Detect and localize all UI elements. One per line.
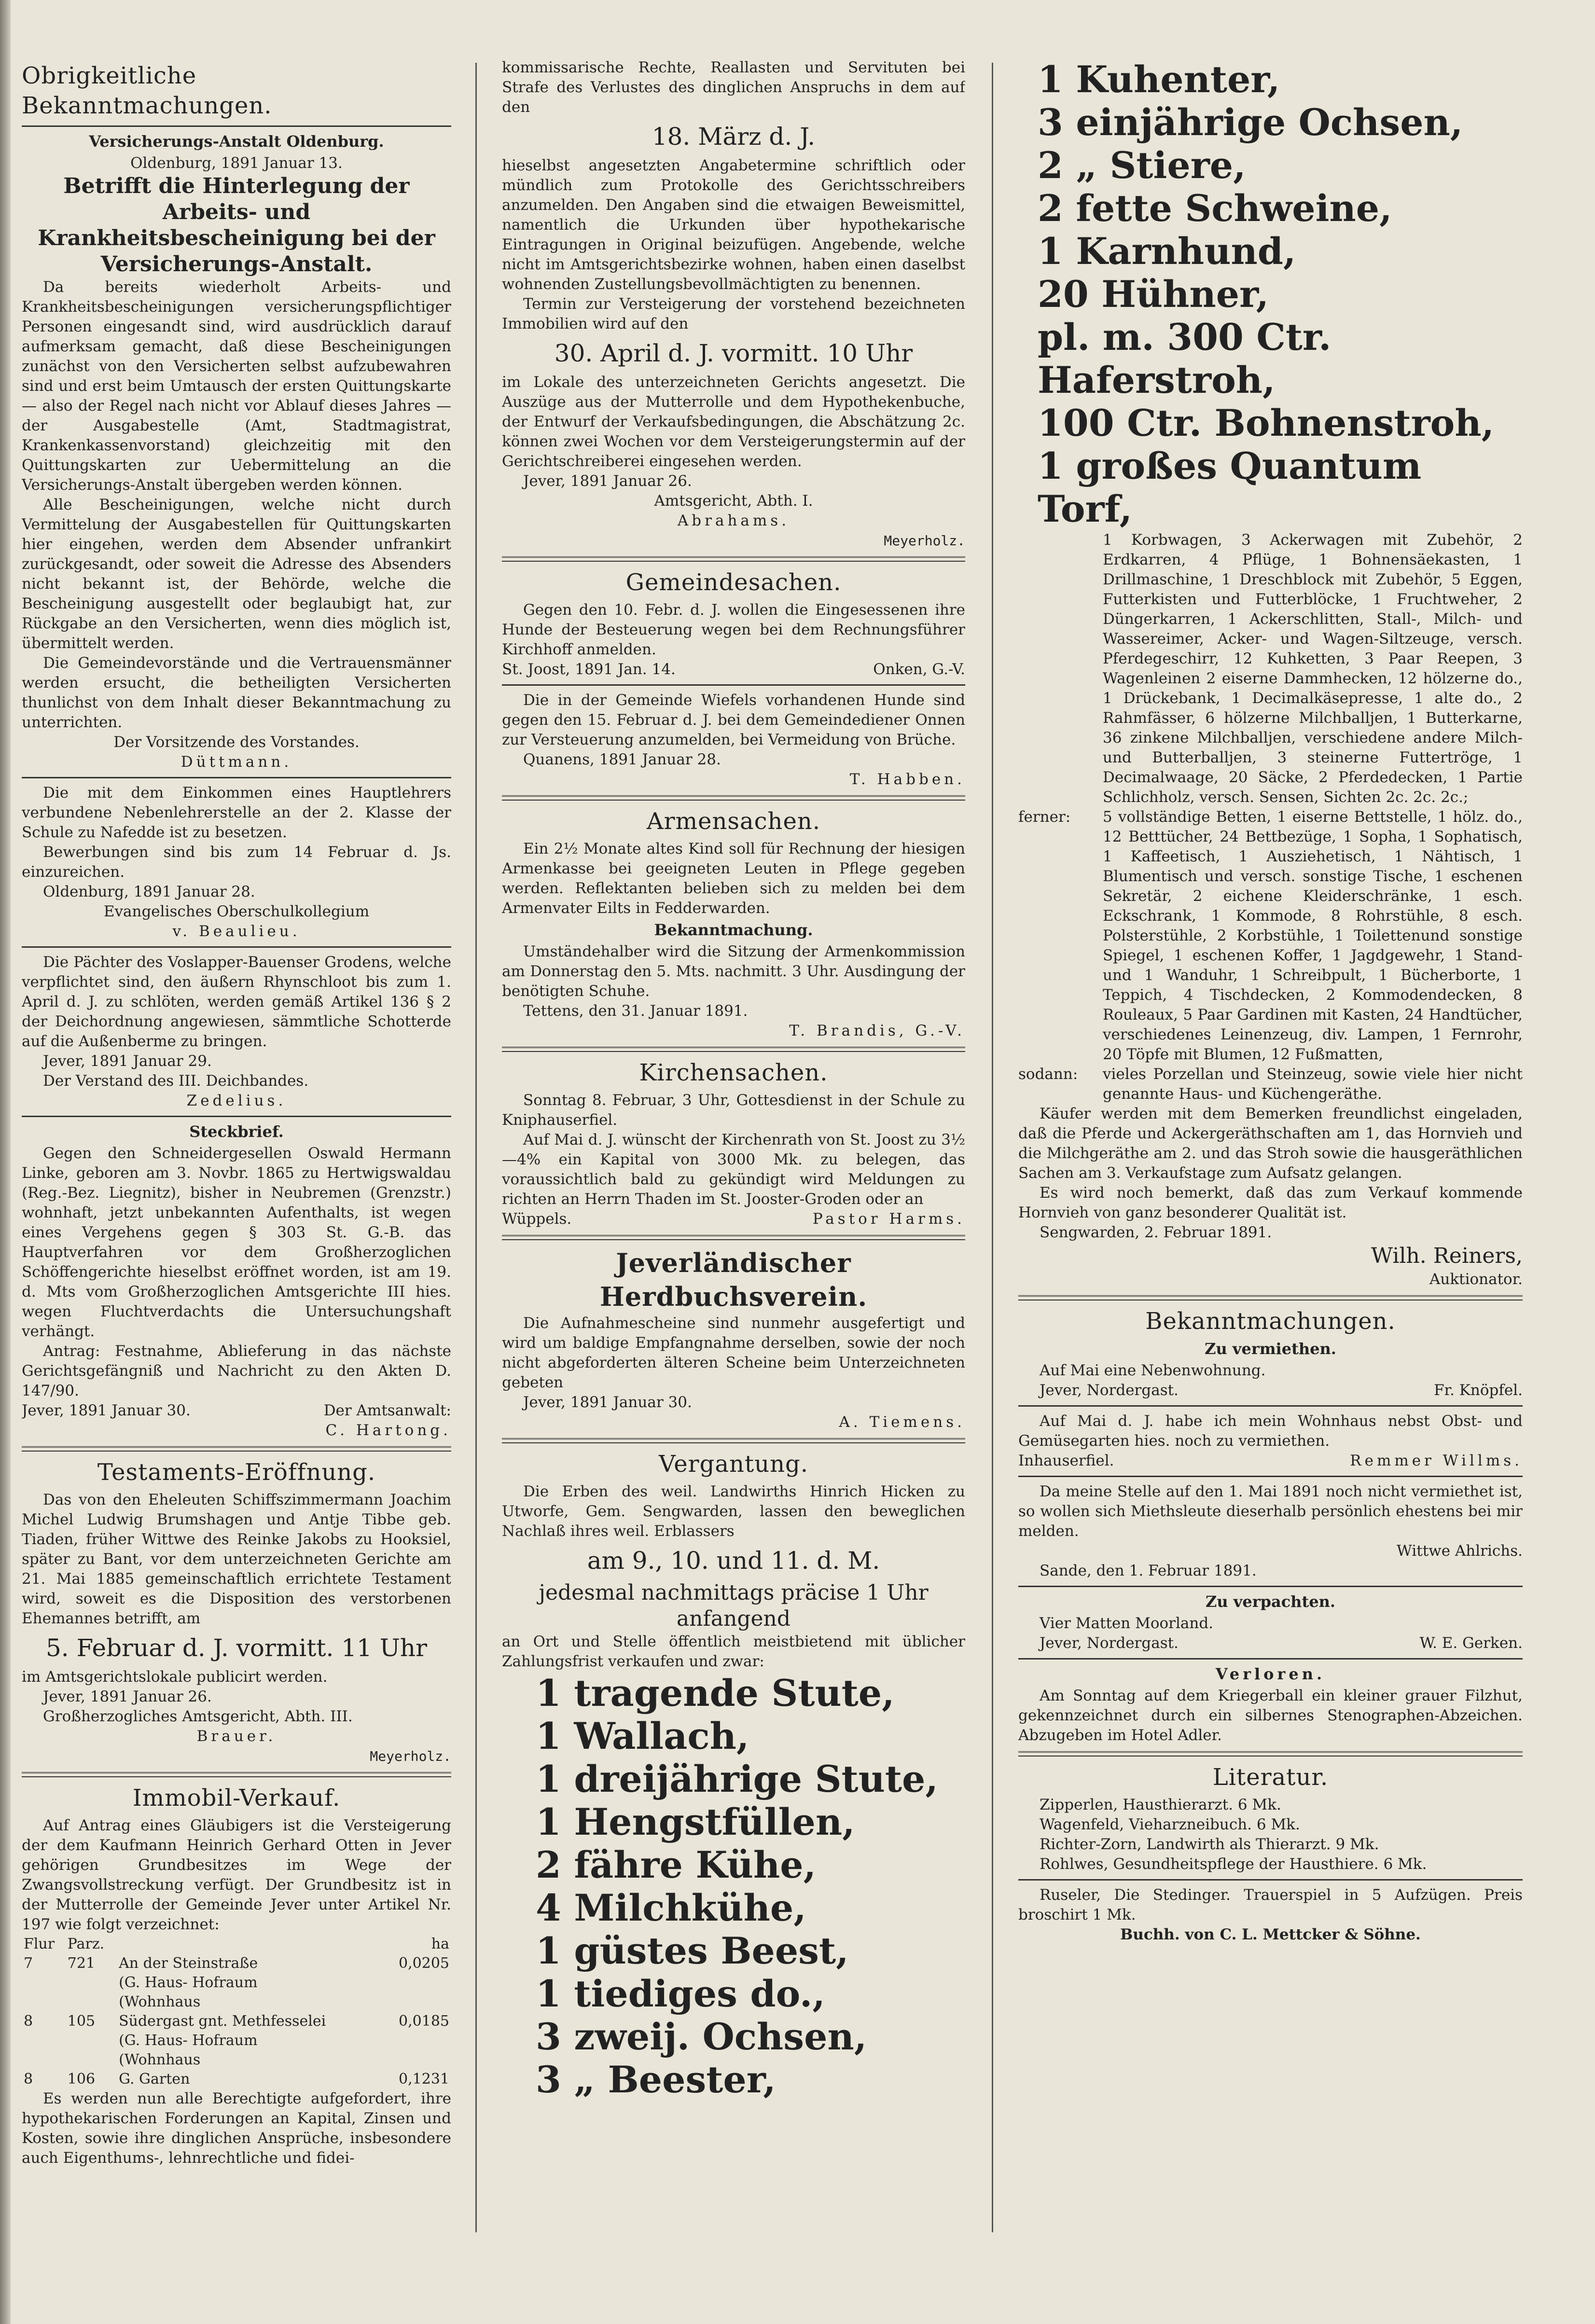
- signature: Zedelius.: [186, 1092, 287, 1109]
- signature: Pastor Harms.: [812, 1210, 965, 1228]
- label: sodann:: [1018, 1065, 1078, 1083]
- divider: [1018, 1586, 1523, 1587]
- table-cell: [117, 2070, 383, 2089]
- paragraph: 5 vollständige Betten, 1 eiserne Bettstelle, 1 hölz. do., 12 Betttücher, 24 Bettbezüge, 1 Sopha, 1 Sophatisch, 1 Kaffeetisch, 1 Ausziehetisch, 1 Nähtisch, 1 Blumentisch und versch. sonstige Tische, 1 eschenen Sekretär, 2 eichene Kleiderschränke, 1 esch. Eckschrank, 1 Kommode, 8 Rohrstühle, 8 esch. Polsterstühle, 2 Korbstühle, 1 Toilettenund sonstige Spiegel, 1 eschenen Koffer, 1 Jagdgewehr, 1 Stand- und 1 Wanduhr, 1 Schreibpult, 1 Bücherborte, 1 Teppich, 4 Tischdecken, 2 Kommodendecken, 8 Rouleaux, 5 Paar Gardinen mit Kasten, 24 Handtücher, verschiedenes Leinenzeug, div. Lampen, 1 Fernrohr, 20 Töpfe mit Blumen, 12 Fußmatten,: [1103, 808, 1523, 1063]
- list-item: 1 Wallach,: [536, 1715, 749, 1757]
- parcel-location: An der Steinstraße: [119, 1955, 258, 1972]
- organization: Evangelisches Oberschulkollegium: [103, 903, 370, 920]
- paragraph: Die in der Gemeinde Wiefels vorhandenen Hunde sind gegen den 15. Februar d. J. bei dem Gemeindediener Onnen zur Versteuerung anzumelden, bei Vermeidung von Brüche.: [502, 692, 965, 748]
- divider: [502, 684, 965, 686]
- signature-row: [502, 660, 965, 679]
- paragraph: Antrag: Festnahme, Ablieferung in das nächste Gerichtsgefängniß und Nachricht zu den Akten D. 147/90.: [22, 1342, 451, 1399]
- paragraph: Auf Antrag eines Gläubigers ist die Versteigerung der dem Kaufmann Heinrich Gerhard Otten in Jever gehörigen Grundbesitzes im Wege der Zwangsvollstreckung verfügt. Der Grundbesitz ist in der Mutterrolle der Gemeinde Jever unter Artikel Nr. 197 wie folgt verzeichnet:: [22, 1817, 451, 1933]
- list-item: 2 fette Schweine,: [1038, 187, 1392, 230]
- notice-title: Versicherungs-Anstalt Oldenburg.: [89, 132, 384, 151]
- list-item: 20 Hühner,: [1038, 273, 1269, 316]
- section-heading: Kirchensachen.: [639, 1059, 828, 1086]
- list-item: 4 Milchkühe,: [536, 1886, 806, 1929]
- signature: Onken, G.-V.: [873, 661, 965, 678]
- organization: Der Amtsanwalt:: [323, 1402, 451, 1419]
- section-heading: Gemeindesachen.: [625, 569, 842, 596]
- signature: T. Brandis, G.-V.: [789, 1022, 965, 1039]
- column-3: [1018, 58, 1523, 2237]
- paragraph: Die Erben des weil. Landwirths Hinrich Hicken zu Utworfe, Gem. Sengwarden, lassen den beweglichen Nachlaß ihres weil. Erblassers: [502, 1483, 965, 1540]
- divider: [22, 1116, 451, 1117]
- table-cell: 721: [67, 1955, 96, 1972]
- signature-row: [1018, 1451, 1523, 1471]
- list-item: 1 tiediges do.,: [536, 1972, 825, 2015]
- signatory-title: Der Vorsitzende des Vorstandes.: [113, 733, 360, 751]
- book-item: Ruseler, Die Stedinger. Trauerspiel in 5 Aufzügen. Preis broschirt 1 Mk.: [1018, 1886, 1523, 1923]
- signature-row: [502, 1393, 965, 1412]
- event-date: 18. März d. J.: [652, 123, 816, 151]
- signature: Brauer.: [196, 1728, 277, 1745]
- list-item: 1 dreijährige Stute,: [536, 1757, 938, 1800]
- table-row: [22, 2012, 451, 2070]
- signature: A. Tiemens.: [839, 1413, 965, 1431]
- section-heading: Literatur.: [1212, 1764, 1329, 1791]
- signature: Abrahams.: [677, 512, 790, 529]
- paragraph: im Lokale des unterzeichneten Gerichts angesetzt. Die Auszüge aus der Mutterrolle und dem Hypothekenbuche, der Entwurf der Verkaufsbedingungen, die Abschätzung 2c. können zwei Wochen vor dem Versteigerungstermin auf der Gerichtschreiberei eingesehen werden.: [502, 374, 965, 470]
- dateline: Oldenburg, 1891 Januar 28.: [43, 883, 255, 900]
- hanging-paragraph: [1018, 807, 1523, 1065]
- organization: Amtsgericht, Abth. I.: [654, 492, 813, 510]
- dateline: Oldenburg, 1891 Januar 13.: [130, 154, 343, 172]
- book-item: Zipperlen, Hausthierarzt. 6 Mk.: [1040, 1796, 1281, 1813]
- place: Inhauserfiel.: [1018, 1452, 1114, 1469]
- event-date: 5. Februar d. J. vormitt. 11 Uhr: [46, 1634, 427, 1662]
- parcel-use: (G. Haus- Hofraum: [119, 1974, 258, 1991]
- divider: [1018, 1405, 1523, 1407]
- table-cell: 0,1231: [399, 2071, 449, 2088]
- paragraph: Bewerbungen sind bis zum 14 Februar d. Js. einzureichen.: [22, 844, 451, 881]
- paragraph: hieselbst angesetzten Angabetermine schriftlich oder mündlich zum Protokolle des Gerichtsschreibers anzumelden. Den Angaben sind die etwaigen Beweismittel, namentlich die Urkunden über hypothekarische Eintragungen in Original beizufügen. Angebende, welche nicht im Amtsgerichtsbezirke wohnen, haben einen daselbst wohnenden Zustellungsbevollmächtigten zu benennen.: [502, 157, 965, 293]
- column-1: [22, 58, 451, 2237]
- notice-title: Zu verpachten.: [1206, 1592, 1335, 1611]
- paragraph: Da meine Stelle auf den 1. Mai 1891 noch nicht vermiethet ist, so wollen sich Miethsleute dieserhalb persönlich ehestens bei mir melden.: [1018, 1483, 1523, 1540]
- table-cell: [117, 2012, 383, 2070]
- list-item: 1 großes Quantum Torf,: [1038, 444, 1422, 530]
- table-cell: 105: [67, 2013, 96, 2030]
- table-header: ha: [431, 1936, 449, 1952]
- book-item: Wagenfeld, Vieharzneibuch. 6 Mk.: [1040, 1816, 1300, 1833]
- divider: [502, 795, 965, 801]
- paragraph: Gegen den 10. Febr. d. J. wollen die Eingesessenen ihre Hunde der Besteuerung wegen bei dem Rechnungsführer Kirchhoff anmelden.: [502, 601, 965, 658]
- paragraph: Gegen den Schneidergesellen Oswald Hermann Linke, geboren am 3. Novbr. 1865 zu Hertwigswaldau (Reg.-Bez. Liegnitz), bisher in Neubremen (Grenzstr.) wohnhaft, jetzt unbekannten Aufenthalts, ist wegen eines Vergehens gegen § 303 St. G.-B. das Hauptverfahren vor dem Großherzoglichen Schöffengerichte hieselbst eröffnet worden, ist am 19. d. Mts vom Großherzoglichen Amtsgerichte III hies. wegen Fluchtverdachts die Untersuchungshaft verhängt.: [22, 1145, 451, 1340]
- paragraph: Auf Mai d. J. wünscht der Kirchenrath von St. Joost zu 3½—4% ein Kapital von 3000 Mk. zu belegen, das voraussichtlich bald zu gekündigt wird Meldungen zu richten an Herrn Thaden im St. Jooster-Groden oder an: [502, 1131, 965, 1208]
- list-item: 1 tragende Stute,: [536, 1672, 895, 1715]
- parcel-use: (Wohnhaus: [119, 2051, 201, 2068]
- event-time: jedesmal nachmittags präcise 1 Uhr anfangend: [539, 1580, 929, 1631]
- signature: C. Hartong.: [325, 1422, 451, 1439]
- parcel-use: G. Garten: [119, 2071, 190, 2088]
- paragraph: Ein 2½ Monate altes Kind soll für Rechnung der hiesigen Armenkasse bei geeigneten Leuten in Pflege gegeben werden. Reflektanten belieben sich zu melden bei dem Armenvater Eilts in Fedderwarden.: [502, 840, 965, 917]
- list-item: 1 Karnhund,: [1038, 230, 1296, 273]
- table-cell: 8: [24, 2071, 33, 2088]
- section-heading: Obrigkeitliche Bekanntmachungen.: [22, 62, 272, 119]
- dateline: Quanens, 1891 Januar 28.: [523, 751, 721, 768]
- table-header: Parz.: [67, 1936, 105, 1952]
- divider: [1018, 1879, 1523, 1881]
- paragraph: Sonntag 8. Februar, 3 Uhr, Gottesdienst in der Schule zu Kniphauserfiel.: [502, 1092, 965, 1129]
- dateline: Jever, 1891 Januar 26.: [43, 1688, 212, 1705]
- dateline: St. Joost, 1891 Jan. 14.: [502, 661, 676, 678]
- dateline: Jever, 1891 Januar 29.: [43, 1052, 212, 1070]
- divider: [1018, 1751, 1523, 1757]
- section-heading: Testaments-Eröffnung.: [97, 1459, 376, 1486]
- divider: [502, 1047, 965, 1052]
- divider: [502, 1235, 965, 1240]
- table-cell: 0,0205: [399, 1955, 449, 1972]
- signatory-title: Auktionator.: [1429, 1271, 1523, 1288]
- paragraph: Die Gemeindevorstände und die Vertrauensmänner werden ersucht, die betheiligten Versicherten thunlichst von dem Inhalt dieser Bekanntmachung zu unterrichten.: [22, 654, 451, 731]
- paragraph: Vier Matten Moorland.: [1040, 1615, 1214, 1632]
- column-rule: [992, 63, 993, 2232]
- signature-row: [1018, 1633, 1523, 1653]
- parcel-use: (Wohnhaus: [119, 1993, 201, 2010]
- table-row: [22, 1954, 451, 2012]
- divider: [22, 125, 451, 127]
- table-row: [22, 2070, 451, 2089]
- list-item: 1 Kuhenter,: [1038, 58, 1280, 101]
- signature: T. Habben.: [849, 771, 965, 788]
- table-cell: 0,0185: [399, 2013, 449, 2030]
- signature: Wilh. Reiners,: [1371, 1244, 1523, 1268]
- paragraph: Das von den Eheleuten Schiffszimmermann Joachim Michel Ludwig Brumshagen und Antje Tibbe geb. Tiaden, früher Wittwe des Reinke Jakobs zu Hooksiel, später zu Bant, vor dem unterzeichneten Gerichte am 21. Mai 1885 gemeinschaftlich errichtete Testament wird, soweit es die Disposition des verstorbenen Ehemannes betrifft, am: [22, 1491, 451, 1627]
- publisher: Buchh. von C. L. Mettcker & Söhne.: [1120, 1926, 1421, 1943]
- event-date: am 9., 10. und 11. d. M.: [587, 1547, 880, 1575]
- parcel-table: [22, 1935, 451, 2089]
- section-heading: Immobil-Verkauf.: [132, 1784, 341, 1812]
- paragraph: Da bereits wiederholt Arbeits- und Krankheitsbescheinigungen versicherungspflichtiger Personen eingesandt sind, wird ausdrücklich darauf aufmerksam gemacht, daß diese Bescheinigungen zunächst von den Versicherten selbst aufzubewahren sind und erst beim Umtausch der ersten Quittungskarte — also der Regel nach nicht vor Ablauf dieses Jahres — der Ausgabestelle (Amt, Stadtmagistrat, Krankenkassenvorstand) gleichzeitig mit den Quittungskarten zur Uebermittelung an die Versicherungs-Anstalt übergeben werden können.: [22, 278, 451, 494]
- paragraph: an Ort und Stelle öffentlich meistbietend mit üblicher Zahlungsfrist verkaufen und zwar:: [502, 1633, 965, 1670]
- paragraph: 1 Korbwagen, 3 Ackerwagen mit Zubehör, 2 Erdkarren, 4 Pflüge, 1 Bohnensäekasten, 1 Drillmaschine, 1 Dreschblock mit Zubehör, 5 Eggen, Futterkisten und Futterblöcke, 1 Fruchtweher, 2 Düngerkarren, 1 Ackerschlitten, Stall-, Milch- und Wassereimer, Acker- und Wagen-Siltzeuge, versch. Pferdegeschirr, 12 Kuhketten, 3 Paar Reepen, 3 Wagenleinen 2 eiserne Dammhecken, 12 hölzerne do., 1 Drückebank, 1 Decimalkäsepresse, 1 alte do., 2 Rahmfässer, 6 hölzerne Milchballjen, 1 Butterkarne, 36 zinkene Milchballjen, verschiedene andere Milch- und Butterballjen, 3 steinerne Futtertröge, 1 Decimalwaage, 20 Säcke, 2 Pferdedecken, 1 Partie Schlichholz, versch. Sensen, Sichten 2c. 2c. 2c.;: [1103, 531, 1523, 806]
- divider: [502, 1438, 965, 1443]
- notice-title: Zu vermiethen.: [1205, 1340, 1336, 1358]
- hanging-paragraph: [1018, 1065, 1523, 1104]
- divider: [22, 1772, 451, 1777]
- organization: Der Verstand des III. Deichbandes.: [43, 1072, 309, 1090]
- table-header-row: [22, 1935, 451, 1954]
- list-item: pl. m. 300 Ctr. Haferstroh,: [1038, 316, 1331, 401]
- list-item: 2 „ Stiere,: [1038, 144, 1246, 187]
- divider: [1018, 1658, 1523, 1660]
- label: ferner:: [1018, 808, 1071, 826]
- signature: Meyerholz.: [370, 1748, 451, 1764]
- divider: [1018, 1476, 1523, 1477]
- list-item: 1 Hengstfüllen,: [536, 1800, 855, 1843]
- signature-row: [22, 1401, 451, 1421]
- dateline: Tettens, den 31. Januar 1891.: [523, 1002, 748, 1020]
- column-2: [502, 58, 965, 2237]
- paragraph: Käufer werden mit dem Bemerken freundlichst eingeladen, daß die Pferde und Ackergeräthschaften am 1, das Hornvieh und die Milchgeräthe am 2. und das Stroh sowie die hausgeräthlichen Sachen am 3. Verkaufstage zum Aufsatz gelangen.: [1018, 1105, 1523, 1182]
- dateline: Jever, 1891 Januar 30.: [22, 1402, 191, 1419]
- signature: Remmer Willms.: [1350, 1452, 1523, 1469]
- parcel-use: (G. Haus- Hofraum: [119, 2032, 258, 2049]
- paragraph: Am Sonntag auf dem Kriegerball ein kleiner grauer Filzhut, gekennzeichnet durch ein silbernes Stenographen-Abzeichen. Abzugeben im Hotel Adler.: [1018, 1687, 1523, 1744]
- section-heading: Armensachen.: [646, 808, 821, 835]
- paragraph: Alle Bescheinigungen, welche nicht durch Vermittelung der Ausgabestellen für Quittungskarten hier eingehen, werden dem Absender unfrankirt zurückgesandt, oder soweit die Adresse des Absenders nicht bekannt ist, der Behörde, welche die Bescheinigung ausgestellt oder beglaubigt hat, zur Rückgabe an den Versicherten, wenn dies möglich ist, übermittelt werden.: [22, 496, 451, 652]
- divider: [22, 777, 451, 778]
- table-header: Flur: [24, 1936, 55, 1952]
- place: Jever, Nordergast.: [1040, 1382, 1179, 1399]
- list-item: 3 „ Beester,: [536, 2058, 776, 2101]
- dateline: Jever, 1891 Januar 30.: [523, 1394, 692, 1411]
- notice-title: Verloren.: [1215, 1665, 1326, 1683]
- dateline: Sande, den 1. Februar 1891.: [1040, 1562, 1257, 1579]
- signature-row: [1018, 1381, 1523, 1400]
- dateline: Sengwarden, 2. Februar 1891.: [1040, 1224, 1272, 1241]
- paragraph: Termin zur Versteigerung der vorstehend bezeichneten Immobilien wird auf den: [502, 295, 965, 332]
- parcel-location: Südergast gnt. Methfesselei: [119, 2013, 326, 2030]
- book-item: Rohlwes, Gesundheitspflege der Hausthiere. 6 Mk.: [1040, 1855, 1427, 1873]
- signature: Fr. Knöpfel.: [1434, 1382, 1523, 1399]
- paragraph: Die mit dem Einkommen eines Hauptlehrers verbundene Nebenlehrerstelle an der 2. Klasse der Schule zu Nafedde ist zu besetzen.: [22, 784, 451, 841]
- signature: v. Beaulieu.: [172, 923, 301, 940]
- signature: W. E. Gerken.: [1419, 1634, 1523, 1652]
- table-cell: 8: [24, 2013, 33, 2030]
- section-heading: Jeverländischer Herdbuchsverein.: [599, 1247, 868, 1312]
- paragraph: Es werden nun alle Berechtigte aufgefordert, ihre hypothekarischen Forderungen an Kapital, Zinsen und Kosten, sowie ihre dinglichen Ansprüche, insbesondere auch Eigenthums-, lehnrechtliche und fidei-: [22, 2090, 451, 2167]
- list-item: 100 Ctr. Bohnenstroh,: [1038, 401, 1495, 444]
- event-date: 30. April d. J. vormitt. 10 Uhr: [554, 339, 913, 367]
- list-item: 3 zweij. Ochsen,: [536, 2015, 867, 2058]
- livestock-list: [1018, 58, 1523, 530]
- column-rule: [475, 63, 477, 2232]
- divider: [1018, 1295, 1523, 1300]
- paragraph: im Amtsgerichtslokale publicirt werden.: [22, 1668, 328, 1686]
- livestock-list: [502, 1672, 965, 2101]
- signature-row: [502, 1209, 965, 1229]
- divider: [502, 556, 965, 562]
- divider: [22, 1446, 451, 1452]
- table-cell: 7: [24, 1955, 33, 1972]
- signature: Meyerholz.: [884, 533, 965, 549]
- list-item: 3 einjährige Ochsen,: [1038, 101, 1463, 144]
- place: Jever, Nordergast.: [1040, 1634, 1179, 1652]
- divider: [22, 946, 451, 948]
- paragraph: Auf Mai eine Nebenwohnung.: [1040, 1362, 1266, 1379]
- paragraph: Es wird noch bemerkt, daß das zum Verkauf kommende Hornvieh von ganz besonderer Qualität ist.: [1018, 1184, 1523, 1221]
- section-heading: Vergantung.: [659, 1451, 808, 1478]
- notice-headline: Betrifft die Hinterlegung der Arbeits- und Krankheitsbescheinigung bei der Versicherungs-Anstalt.: [38, 174, 435, 277]
- list-item: 2 fähre Kühe,: [536, 1843, 817, 1886]
- paragraph: Umständehalber wird die Sitzung der Armenkommission am Donnerstag den 5. Mts. nachmitt. 3 Uhr. Ausdingung der benötigten Schuhe.: [502, 943, 965, 1000]
- notice-title: Steckbrief.: [189, 1122, 284, 1141]
- signature: Wittwe Ahlrichs.: [1397, 1542, 1523, 1560]
- page-edge: [0, 0, 11, 2324]
- dateline: Jever, 1891 Januar 26.: [523, 472, 692, 490]
- notice-title: Bekanntmachung.: [654, 921, 813, 939]
- paragraph: Auf Mai d. J. habe ich mein Wohnhaus nebst Obst- und Gemüsegarten hies. noch zu vermiethen.: [1018, 1412, 1523, 1450]
- place: Wüppels.: [502, 1210, 572, 1228]
- paragraph: Die Aufnahmescheine sind nunmehr ausgefertigt und wird um baldige Empfangnahme derselben, sowie der noch nicht abgeforderten älteren Scheine beim Unterzeichneten gebeten: [502, 1314, 965, 1391]
- table-cell: 106: [67, 2071, 96, 2088]
- table-cell: [117, 1954, 383, 2012]
- section-heading: Bekanntmachungen.: [1145, 1308, 1396, 1335]
- list-item: 1 güstes Beest,: [536, 1929, 849, 1972]
- paragraph: vieles Porzellan und Steinzeug, sowie viele hier nicht genannte Haus- und Küchengeräthe.: [1103, 1065, 1523, 1103]
- paragraph: Die Pächter des Voslapper-Bauenser Grodens, welche verpflichtet sind, den äußern Rhynschloot bis zum 1. April d. J. zu schlöten, werden gemäß Artikel 136 § 2 der Deichordnung angewiesen, sämmtliche Schotterde auf die Außenberme zu bringen.: [22, 954, 451, 1050]
- organization: Großherzogliches Amtsgericht, Abth. III.: [43, 1708, 353, 1725]
- book-item: Richter-Zorn, Landwirth als Thierarzt. 9 Mk.: [1040, 1836, 1379, 1853]
- paragraph: kommissarische Rechte, Reallasten und Servituten bei Strafe des Verlustes des dinglichen Anspruchs in dem auf den: [502, 59, 965, 116]
- signature: Düttmann.: [180, 753, 292, 771]
